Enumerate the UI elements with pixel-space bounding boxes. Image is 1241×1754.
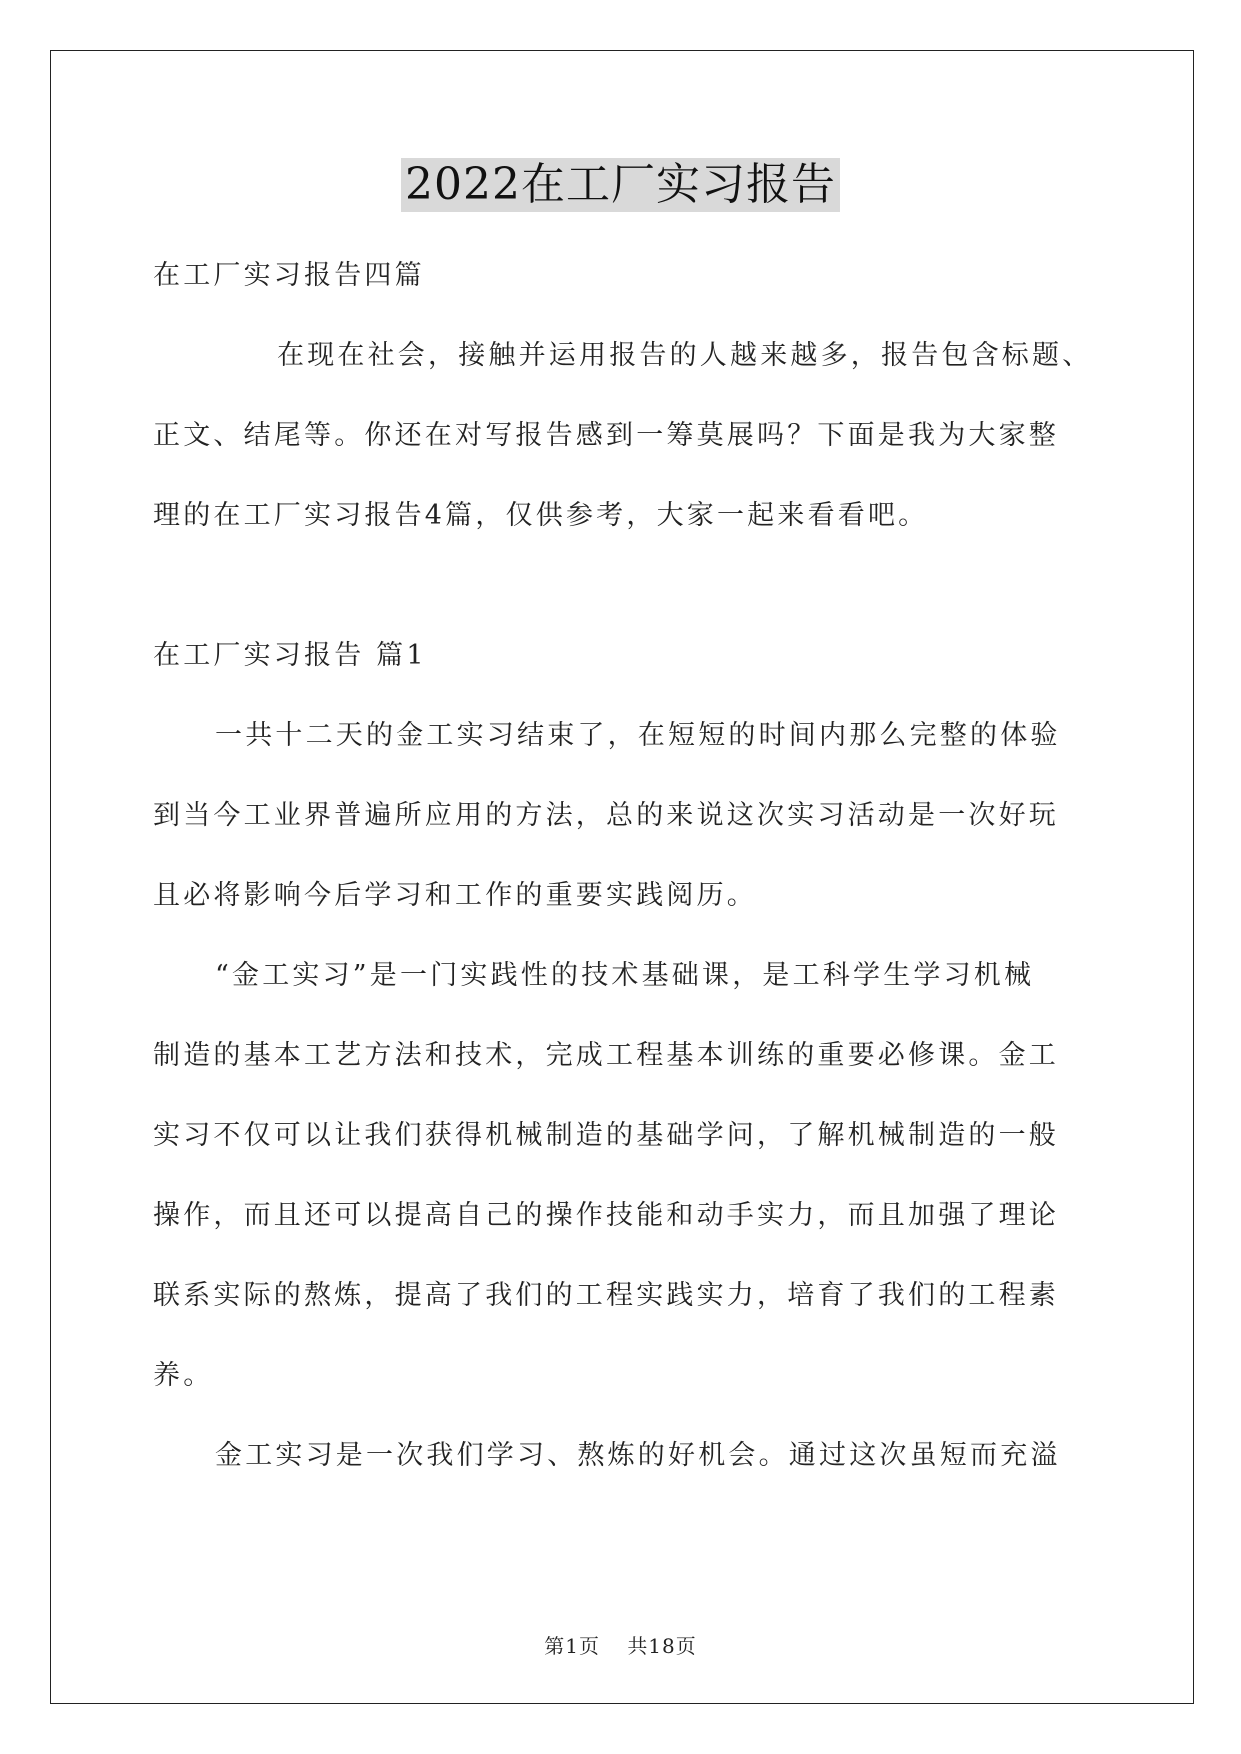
- intro-line: 正文、结尾等。你还在对写报告感到一筹莫展吗？下面是我为大家整: [153, 420, 1059, 451]
- page-number: 第1页: [544, 1634, 600, 1658]
- page-total: 共18页: [627, 1634, 697, 1658]
- paragraph-line: 制造的基本工艺方法和技术，完成工程基本训练的重要必修课。金工: [153, 1040, 1059, 1071]
- document-body: [153, 236, 1103, 1496]
- paragraph-line: 养。: [153, 1360, 214, 1391]
- intro-line: 理的在工厂实习报告4篇，仅供参考，大家一起来看看吧。: [153, 500, 929, 531]
- paragraph-line: 金工实习是一次我们学习、熬炼的好机会。通过这次虽短而充溢: [215, 1440, 1061, 1471]
- section-heading: 在工厂实习报告 篇1: [153, 640, 427, 671]
- page-footer: [0, 1630, 1241, 1659]
- document-title: 2022在工厂实习报告: [401, 158, 840, 212]
- paragraph-line: 联系实际的熬炼，提高了我们的工程实践实力，培育了我们的工程素: [153, 1280, 1059, 1311]
- paragraph-line: 一共十二天的金工实习结束了，在短短的时间内那么完整的体验: [215, 720, 1061, 751]
- title-container: [0, 158, 1241, 212]
- paragraph-line: 实习不仅可以让我们获得机械制造的基础学问，了解机械制造的一般: [153, 1120, 1059, 1151]
- paragraph-line: “金工实习”是一门实践性的技术基础课，是工科学生学习机械: [215, 960, 1035, 991]
- spacer: [153, 556, 1103, 616]
- paragraph-line: 操作，而且还可以提高自己的操作技能和动手实力，而且加强了理论: [153, 1200, 1059, 1231]
- paragraph-line: 到当今工业界普遍所应用的方法，总的来说这次实习活动是一次好玩: [153, 800, 1059, 831]
- intro-line: 在现在社会，接触并运用报告的人越来越多，报告包含标题、: [277, 340, 1093, 371]
- paragraph-line: 且必将影响今后学习和工作的重要实践阅历。: [153, 880, 757, 911]
- document-subtitle: 在工厂实习报告四篇: [153, 260, 425, 291]
